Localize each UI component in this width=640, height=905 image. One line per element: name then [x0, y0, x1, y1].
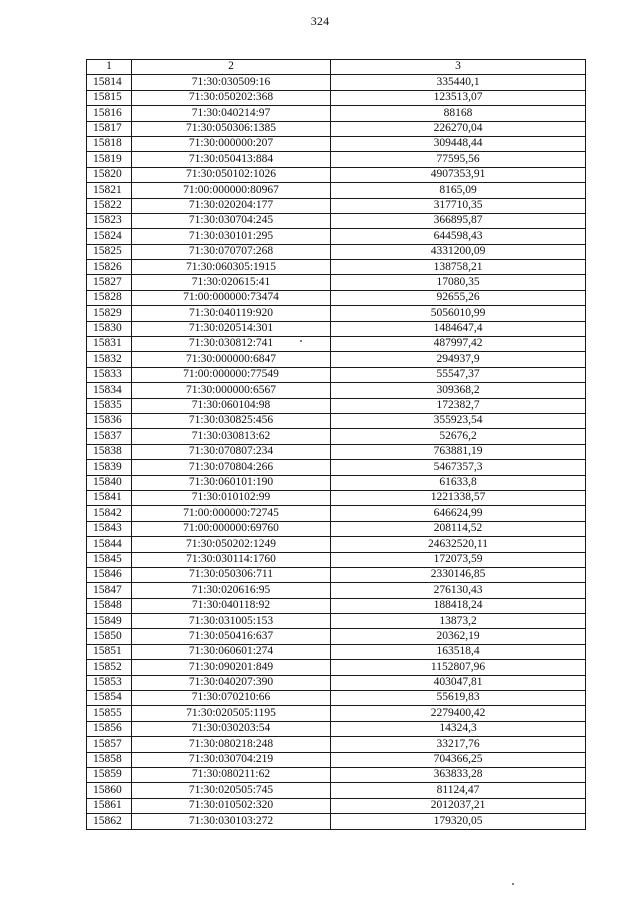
row-number-cell: 15837 [87, 429, 132, 444]
table-header [87, 60, 586, 75]
table-row [87, 691, 586, 706]
table-row [87, 244, 586, 259]
cadastral-number-cell: 71:30:000000:6567 [132, 383, 331, 398]
value-cell: 92655,26 [331, 290, 586, 305]
table-row [87, 106, 586, 121]
row-number-cell: 15834 [87, 383, 132, 398]
cadastral-number-cell: 71:30:020615:41 [132, 275, 331, 290]
cadastral-number-cell: 71:30:010502:320 [132, 798, 331, 813]
row-number-cell: 15856 [87, 721, 132, 736]
value-cell: 20362,19 [331, 629, 586, 644]
cadastral-number-cell: 71:30:040207:390 [132, 675, 331, 690]
row-number-cell: 15862 [87, 814, 132, 829]
table-row [87, 567, 586, 582]
table-row [87, 767, 586, 782]
table-row [87, 75, 586, 90]
cadastral-number-cell: 71:30:030103:272 [132, 814, 331, 829]
row-number-cell: 15857 [87, 737, 132, 752]
table-row [87, 475, 586, 490]
table-row [87, 321, 586, 336]
cadastral-number-cell: 71:30:070807:234 [132, 444, 331, 459]
value-cell: 763881,19 [331, 444, 586, 459]
table-row [87, 444, 586, 459]
table-row [87, 460, 586, 475]
cadastral-number-cell: 71:30:020204:177 [132, 198, 331, 213]
row-number-cell: 15826 [87, 260, 132, 275]
table-body [87, 75, 586, 829]
value-cell: 335440,1 [331, 75, 586, 90]
table-row [87, 229, 586, 244]
value-cell: 123513,07 [331, 90, 586, 105]
cadastral-number-cell: 71:30:030813:62 [132, 429, 331, 444]
value-cell: 61633,8 [331, 475, 586, 490]
table-row [87, 537, 586, 552]
table-row [87, 675, 586, 690]
table-row [87, 644, 586, 659]
value-cell: 4331200,09 [331, 244, 586, 259]
column-header-1: 1 [87, 60, 132, 75]
value-cell: 276130,43 [331, 583, 586, 598]
table-row [87, 783, 586, 798]
value-cell: 188418,24 [331, 598, 586, 613]
table-row [87, 614, 586, 629]
cadastral-number-cell: 71:30:070707:268 [132, 244, 331, 259]
row-number-cell: 15835 [87, 398, 132, 413]
table-row [87, 213, 586, 228]
value-cell: 1221338,57 [331, 490, 586, 505]
scan-speck [512, 883, 514, 885]
cadastral-number-cell: 71:30:020505:1195 [132, 706, 331, 721]
cadastral-number-cell: 71:30:090201:849 [132, 660, 331, 675]
row-number-cell: 15829 [87, 306, 132, 321]
row-number-cell: 15838 [87, 444, 132, 459]
table-row [87, 814, 586, 829]
table-row [87, 275, 586, 290]
row-number-cell: 15858 [87, 752, 132, 767]
value-cell: 172073,59 [331, 552, 586, 567]
table-row [87, 136, 586, 151]
row-number-cell: 15841 [87, 490, 132, 505]
value-cell: 208114,52 [331, 521, 586, 536]
cadastral-number-cell: 71:30:040214:97 [132, 106, 331, 121]
value-cell: 17080,35 [331, 275, 586, 290]
row-number-cell: 15825 [87, 244, 132, 259]
cadastral-number-cell: 71:30:000000:207 [132, 136, 331, 151]
value-cell: 172382,7 [331, 398, 586, 413]
cadastral-number-cell: 71:30:050202:1249 [132, 537, 331, 552]
cadastral-number-cell: 71:30:080218:248 [132, 737, 331, 752]
column-header-3: 3 [331, 60, 586, 75]
row-number-cell: 15832 [87, 352, 132, 367]
row-number-cell: 15822 [87, 198, 132, 213]
value-cell: 487997,42 [331, 337, 586, 352]
table-row [87, 183, 586, 198]
value-cell: 88168 [331, 106, 586, 121]
table-row [87, 583, 586, 598]
value-cell: 4907353,91 [331, 167, 586, 182]
cadastral-number-cell: 71:30:080211:62 [132, 767, 331, 782]
value-cell: 2330146,85 [331, 567, 586, 582]
row-number-cell: 15814 [87, 75, 132, 90]
table-row [87, 490, 586, 505]
row-number-cell: 15848 [87, 598, 132, 613]
value-cell: 81124,47 [331, 783, 586, 798]
table-row [87, 398, 586, 413]
row-number-cell: 15842 [87, 506, 132, 521]
row-number-cell: 15852 [87, 660, 132, 675]
table-row [87, 167, 586, 182]
table-row [87, 121, 586, 136]
table-row [87, 629, 586, 644]
value-cell: 33217,76 [331, 737, 586, 752]
row-number-cell: 15853 [87, 675, 132, 690]
row-number-cell: 15850 [87, 629, 132, 644]
data-table [86, 59, 586, 830]
value-cell: 1152807,96 [331, 660, 586, 675]
value-cell: 294937,9 [331, 352, 586, 367]
row-number-cell: 15830 [87, 321, 132, 336]
value-cell: 2279400,42 [331, 706, 586, 721]
value-cell: 13873,2 [331, 614, 586, 629]
cadastral-number-cell: 71:30:020505:745 [132, 783, 331, 798]
row-number-cell: 15828 [87, 290, 132, 305]
cadastral-number-cell: 71:30:060305:1915 [132, 260, 331, 275]
row-number-cell: 15827 [87, 275, 132, 290]
cadastral-number-cell: 71:30:050306:711 [132, 567, 331, 582]
scan-speck [300, 340, 302, 342]
row-number-cell: 15847 [87, 583, 132, 598]
row-number-cell: 15817 [87, 121, 132, 136]
cadastral-number-cell: 71:00:000000:72745 [132, 506, 331, 521]
value-cell: 179320,05 [331, 814, 586, 829]
cadastral-number-cell: 71:30:031005:153 [132, 614, 331, 629]
column-header-2: 2 [132, 60, 331, 75]
value-cell: 77595,56 [331, 152, 586, 167]
cadastral-number-cell: 71:00:000000:73474 [132, 290, 331, 305]
cadastral-number-cell: 71:30:060104:98 [132, 398, 331, 413]
value-cell: 2012037,21 [331, 798, 586, 813]
cadastral-number-cell: 71:30:060101:190 [132, 475, 331, 490]
row-number-cell: 15824 [87, 229, 132, 244]
cadastral-number-cell: 71:00:000000:77549 [132, 367, 331, 382]
row-number-cell: 15831 [87, 337, 132, 352]
row-number-cell: 15854 [87, 691, 132, 706]
row-number-cell: 15849 [87, 614, 132, 629]
cadastral-number-cell: 71:30:050102:1026 [132, 167, 331, 182]
table-row [87, 721, 586, 736]
cadastral-number-cell: 71:30:030203:54 [132, 721, 331, 736]
table-row [87, 260, 586, 275]
cadastral-number-cell: 71:30:020616:95 [132, 583, 331, 598]
cadastral-number-cell: 71:30:030704:219 [132, 752, 331, 767]
row-number-cell: 15815 [87, 90, 132, 105]
row-number-cell: 15861 [87, 798, 132, 813]
header-row [87, 60, 586, 75]
cadastral-number-cell: 71:00:000000:69760 [132, 521, 331, 536]
value-cell: 363833,28 [331, 767, 586, 782]
value-cell: 1484647,4 [331, 321, 586, 336]
value-cell: 646624,99 [331, 506, 586, 521]
row-number-cell: 15859 [87, 767, 132, 782]
value-cell: 704366,25 [331, 752, 586, 767]
value-cell: 52676,2 [331, 429, 586, 444]
table-row [87, 798, 586, 813]
table-row [87, 660, 586, 675]
cadastral-number-cell: 71:30:070210:66 [132, 691, 331, 706]
cadastral-number-cell: 71:30:030825:456 [132, 413, 331, 428]
value-cell: 14324,3 [331, 721, 586, 736]
cadastral-number-cell: 71:30:050202:368 [132, 90, 331, 105]
cadastral-number-cell: 71:30:030812:741 [132, 337, 331, 352]
cadastral-number-cell: 71:30:030509:16 [132, 75, 331, 90]
table-row [87, 552, 586, 567]
cadastral-number-cell: 71:30:060601:274 [132, 644, 331, 659]
table-row [87, 706, 586, 721]
table-row [87, 152, 586, 167]
row-number-cell: 15846 [87, 567, 132, 582]
value-cell: 8165,09 [331, 183, 586, 198]
value-cell: 163518,4 [331, 644, 586, 659]
row-number-cell: 15819 [87, 152, 132, 167]
cadastral-number-cell: 71:30:010102:99 [132, 490, 331, 505]
row-number-cell: 15833 [87, 367, 132, 382]
cadastral-number-cell: 71:30:000000:6847 [132, 352, 331, 367]
table-row [87, 198, 586, 213]
table-row [87, 290, 586, 305]
cadastral-number-cell: 71:30:030101:295 [132, 229, 331, 244]
table-row [87, 337, 586, 352]
table-row [87, 306, 586, 321]
cadastral-number-cell: 71:30:050413:884 [132, 152, 331, 167]
table-row [87, 506, 586, 521]
row-number-cell: 15820 [87, 167, 132, 182]
value-cell: 309448,44 [331, 136, 586, 151]
row-number-cell: 15836 [87, 413, 132, 428]
cadastral-number-cell: 71:30:030704:245 [132, 213, 331, 228]
value-cell: 355923,54 [331, 413, 586, 428]
value-cell: 644598,43 [331, 229, 586, 244]
cadastral-number-cell: 71:30:040118:92 [132, 598, 331, 613]
value-cell: 366895,87 [331, 213, 586, 228]
cadastral-number-cell: 71:30:050306:1385 [132, 121, 331, 136]
cadastral-number-cell: 71:30:050416:637 [132, 629, 331, 644]
cadastral-number-cell: 71:30:040119:920 [132, 306, 331, 321]
table-row [87, 90, 586, 105]
table-row [87, 752, 586, 767]
table-row [87, 598, 586, 613]
row-number-cell: 15845 [87, 552, 132, 567]
row-number-cell: 15823 [87, 213, 132, 228]
value-cell: 317710,35 [331, 198, 586, 213]
row-number-cell: 15860 [87, 783, 132, 798]
value-cell: 5467357,3 [331, 460, 586, 475]
value-cell: 55619,83 [331, 691, 586, 706]
value-cell: 226270,04 [331, 121, 586, 136]
row-number-cell: 15851 [87, 644, 132, 659]
row-number-cell: 15821 [87, 183, 132, 198]
value-cell: 24632520,11 [331, 537, 586, 552]
page-number: 324 [310, 14, 330, 28]
row-number-cell: 15818 [87, 136, 132, 151]
table-row [87, 413, 586, 428]
table-row [87, 737, 586, 752]
row-number-cell: 15839 [87, 460, 132, 475]
cadastral-number-cell: 71:30:030114:1760 [132, 552, 331, 567]
value-cell: 309368,2 [331, 383, 586, 398]
value-cell: 5056010,99 [331, 306, 586, 321]
value-cell: 403047,81 [331, 675, 586, 690]
row-number-cell: 15840 [87, 475, 132, 490]
value-cell: 55547,37 [331, 367, 586, 382]
row-number-cell: 15816 [87, 106, 132, 121]
cadastral-number-cell: 71:30:020514:301 [132, 321, 331, 336]
value-cell: 138758,21 [331, 260, 586, 275]
cadastral-number-cell: 71:30:070804:266 [132, 460, 331, 475]
table-row [87, 367, 586, 382]
table-row [87, 383, 586, 398]
row-number-cell: 15844 [87, 537, 132, 552]
row-number-cell: 15855 [87, 706, 132, 721]
cadastral-number-cell: 71:00:000000:80967 [132, 183, 331, 198]
table-row [87, 352, 586, 367]
row-number-cell: 15843 [87, 521, 132, 536]
table-row [87, 521, 586, 536]
table-row [87, 429, 586, 444]
